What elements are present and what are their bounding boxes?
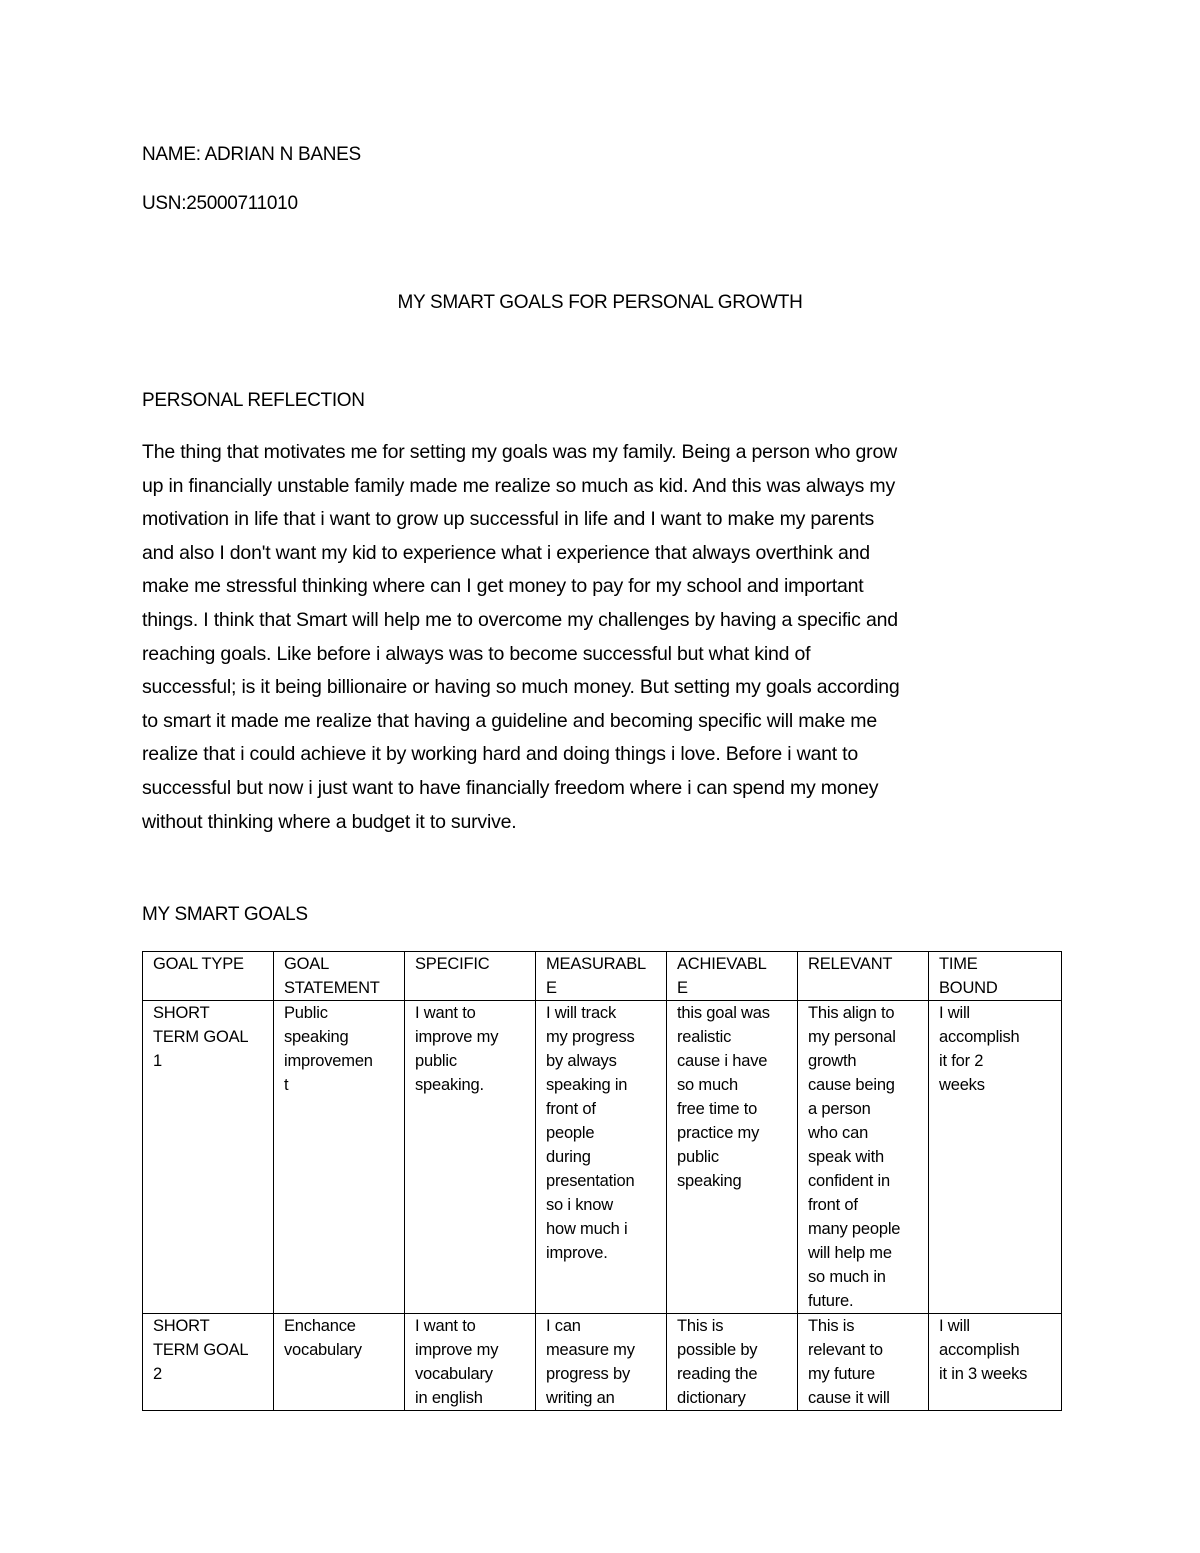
student-name-line: NAME: ADRIAN N BANES [142, 144, 361, 165]
header-cell-achievable: ACHIEVABL E [667, 952, 798, 1001]
table-cell: This is relevant to my future cause it will [798, 1314, 929, 1411]
header-cell-goal-type: GOAL TYPE [143, 952, 274, 1001]
header-cell-relevant: RELEVANT [798, 952, 929, 1001]
table-cell: I will track my progress by always speaking in front of people during presentation so i know how much i improve. [536, 1001, 667, 1314]
header-cell-measurable: MEASURABL E [536, 952, 667, 1001]
table-cell: SHORT TERM GOAL 1 [143, 1001, 274, 1314]
table-cell: I want to improve my vocabulary in english [405, 1314, 536, 1411]
reflection-paragraph [142, 436, 1062, 839]
smart-goals-table [142, 951, 1062, 1411]
document-title: MY SMART GOALS FOR PERSONAL GROWTH [397, 292, 803, 313]
paragraph-line: things. I think that Smart will help me to overcome my challenges by having a specific and [142, 608, 898, 631]
paragraph-line: motivation in life that i want to grow up successful in life and I want to make my parents [142, 508, 875, 531]
header-cell-time-bound: TIME BOUND [929, 952, 1062, 1001]
table-cell: I want to improve my public speaking. [405, 1001, 536, 1314]
table-row [143, 1001, 1062, 1314]
table-cell: Enchance vocabulary [274, 1314, 405, 1411]
paragraph-line: successful; is it being billionaire or having so much money. But setting my goals according [142, 676, 900, 699]
paragraph-line: realize that i could achieve it by working hard and doing things i love. Before i want to [142, 743, 859, 766]
table-cell: this goal was realistic cause i have so much free time to practice my public speaking [667, 1001, 798, 1314]
table-row [143, 1314, 1062, 1411]
table-cell: I will accomplish it for 2 weeks [929, 1001, 1062, 1314]
smart-goals-heading: MY SMART GOALS [142, 904, 308, 925]
paragraph-line: make me stressful thinking where can I get money to pay for my school and important [142, 575, 864, 598]
paragraph-line: The thing that motivates me for setting my goals was my family. Being a person who grow [142, 441, 897, 463]
table-cell: Public speaking improvemen t [274, 1001, 405, 1314]
paragraph-line: and also I don't want my kid to experience what i experience that always overthink and [142, 541, 870, 564]
paragraph-line: reaching goals. Like before i always was to become successful but what kind of [142, 642, 811, 665]
header-cell-goal-statement: GOAL STATEMENT [274, 952, 405, 1001]
header-cell-specific: SPECIFIC [405, 952, 536, 1001]
paragraph-line: to smart it made me realize that having a guideline and becoming specific will make me [142, 709, 877, 732]
table-cell: I will accomplish it in 3 weeks [929, 1314, 1062, 1411]
paragraph-line: successful but now i just want to have financially freedom where i can spend my money [142, 776, 879, 799]
table-cell: SHORT TERM GOAL 2 [143, 1314, 274, 1411]
paragraph-line: up in financially unstable family made me realize so much as kid. And this was always my [142, 474, 895, 497]
paragraph-line: without thinking where a budget it to survive. [142, 810, 517, 833]
student-usn-line: USN:25000711010 [142, 193, 298, 214]
reflection-heading: PERSONAL REFLECTION [142, 390, 365, 411]
table-header-row [143, 952, 1062, 1001]
table-cell: I can measure my progress by writing an [536, 1314, 667, 1411]
table-cell: This align to my personal growth cause being a person who can speak with confident in front of many people will help me so much in future. [798, 1001, 929, 1314]
table-cell: This is possible by reading the dictionary [667, 1314, 798, 1411]
